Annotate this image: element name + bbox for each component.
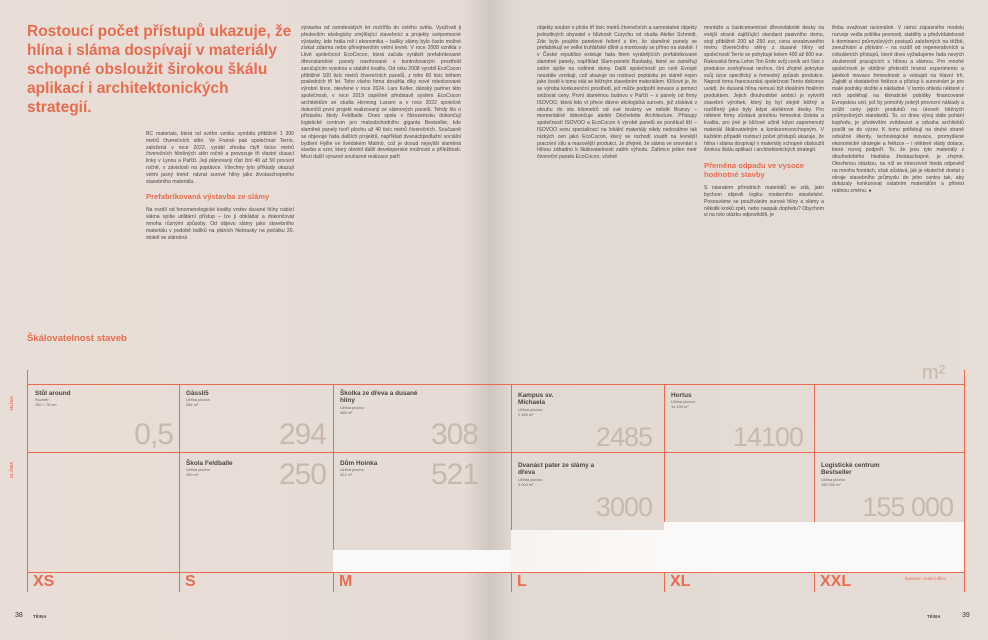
bar-xxl (814, 522, 964, 572)
size-label-xl: XL (670, 573, 691, 590)
project-value: 250 (278, 458, 326, 491)
paragraph: třeba uvažovat racionálně. V rámci zápasného modelu rozvoje vedla politika pevnosti, stability a předvídatelnosti k dominanci průmyslových postupů založených na těžbě, zneužívání a plýtvání – na rozdíl od regenerativních a cirkulárních přístupů, které dnes vyžadujeme řada nových zkušeností pracujících s hlínou a slámou. Pro mnohé společnosti je obtížné překročit hranici experimentu a jakékoli inovace řemeslnosti a vstoupit na hlavní trh. Zajistit si dostatečné řetězce a přístup k surovinám je pro malé podniky složité a nákladné. V tomto ohledu některé z nich spoléhají na klimatické pobídky financované Evropskou unií, jež by pomohly pokrýt provozní náklady a snížit ceny jejich produktů na úroveň běžných průmyslových standardů. To, co dnes vývoj stále pohání kupředu, je především zvědavost a odvaha architektů posílit se do výzev. K tomu potřebují na druhé straně odvážné klienty, technologické inovace, promyšlené ekonomické strategie a řetězce – i některé vlády dotace, které rozvoj podpoří. To, že jsou tyto materiály z dlouhodobého hlediska životaschopné, je zřejmé. Otevřenou otázkou, na níž se intenzivně hledá odpověď na mnoha frontách, však zůstává, jak je skutečně dostat z okraje stavebního průmyslu do jeho centra tak, aby dokázaly konkurovat ostatním materiálům a přinést reálnou změnu. ● (832, 25, 964, 195)
project-area-label: Užitná plocha: (671, 399, 696, 405)
axis-label-hlina: HLÍNA (9, 395, 14, 410)
project-name: Škola Feldballe (186, 460, 233, 467)
headline: Rostoucí počet přístupů ukazuje, že hlína i sláma dospívají v materiály schopné obsloužit širokou škálu aplikací i architektonických strategií. (27, 23, 292, 116)
project-area: 150 × 75 cm (35, 402, 57, 408)
page-number-right: 39 (962, 612, 970, 619)
project-name: Školka ze dřeva a dusané hlíny (340, 390, 418, 405)
project-area-label: Užitná plocha: (186, 397, 211, 403)
project-value: 521 (430, 458, 478, 491)
unit-label: m² (922, 362, 946, 384)
project-area: 3 000 m² (518, 481, 534, 487)
bucket-hortus (671, 392, 803, 452)
paragraph: výstavba od osmdesátých let rozšířila do celého světa. Využívali ji především ekologicky smýšlející stavebníci a projekty svépomocné výstavby, kde hrála roli i ekonomika – balíky slámy bylo často možné získat zdarma nebo přinejmenším velmi levně. V roce 2008 vznikla v Litvě společnost EcoCocon, která začala vyrábět prefabrikované dřevoslaměné panely navrhované s kontrolovaným prostředí zaručujícím vysokou a stabilní kvalitu. Od roku 2008 vyrobil EcoCocon přibližně 100 tisíc metrů čtverečních panelů, z toho 60 tisíc během posledních tří let. Toho všeho firma dosáhla díky nové robotizované výrobní lince, otevřené v roce 2024. Lars Keller, dánský partner této společnosti, v roce 2019 úspěšně představil systém EcoCocon architektům ze studia Henning Larsen a v roce 2022 společně dokončili první projekt realizovaný ze slámových panelů. Tehdy šlo o přístavbu školy Feldballe. Dnes spolu v Nizozemsku dokončují logistické centrum pro maloobchodního giganta Bestseller, kde slaměné panely tvoří plochu až 40 tisíc metrů čtverečních. Současně se objevuje řada dalších projektů, například dvanáctipodlažní sociální bydlení Hyllie ve švédském Malmö, což je dosud nejvyšší slaměná stavba a vzor, který obvinil další developerské možnosti a příležitosti. Mezi další výrazné současné realizace patří (301, 25, 461, 161)
paragraph: Na rozdíl od fenomenologické kvality vrstev dusané hlíny nabízí sláma spíše utilitární přístup – lze ji obkládat a dokončovat mnoha různými způsoby. Od objevu slámy jako stavebního materiálu v podobě balíků na pláních Nebrasky na počátku 20. století se sláměná (146, 207, 294, 241)
project-area: 2 485 m² (518, 411, 534, 417)
project-name: Stůl around (35, 390, 71, 397)
project-area-label: Rozměr: (35, 397, 50, 403)
project-name: Gässli5 (186, 390, 209, 397)
paragraph: montáže a časticementové dřevovláknité desky na vnější straně zajišťující standard pasivního domu, stojí přibližně 200 až 250 eur, cena sezalovaného metru čtverečního stěny z dusané hlíny od společnosti Terrio se pohybuje kolem 400 až 600 eur. Rakouská firma Lehm Ton Erde svůj ceník ani část z produkce zveřejňovat nechce, činí zřejmě pokrytue svůj úzce specifický a řemeslný způsob produkce. Naproti tomu francouzská společnost Terrio dokonce uvádí, že dusaná hlína nemusí být ideálním finálním produktem. Jejich dlouhodobé ambicí je vytvořit stavební výrobek, který by byl stejně běžný a rozšířený jako byly kdysi ateliérové desky. Pro některé firmy zůstává prioritou řemeslná čistota a kvalita, pro jiné je klíčové učinit kdysi zapomenutý materiál škálovatelným a konkurenceschopným. V každém případě rostoucí počet přístupů ukazuje, že hlína i sláma dospívají v materiály schopné obsloužit širokou škálu aplikací i architektonických strategií. (704, 25, 824, 154)
project-name: Logistické centrum Bestseller (821, 462, 880, 477)
text-column-5 (832, 25, 964, 195)
bucket-kampus (518, 392, 652, 452)
bucket-bestseller (821, 462, 953, 524)
bucket-skola-feldballe (186, 460, 326, 500)
size-label-xs: XS (33, 573, 55, 590)
text-column-3 (537, 25, 697, 161)
project-area-label: Užitná plocha: (518, 406, 543, 412)
project-name: Kampus sv. Michaela (518, 392, 554, 407)
divider-s (179, 385, 180, 592)
project-value: 155 000 (862, 492, 953, 522)
project-area-label: Užitná plocha: (340, 404, 365, 410)
project-value: 3000 (595, 492, 652, 522)
infographic-title: Škálovatelnost staveb (27, 333, 127, 344)
project-name: Dům Hoinka (340, 460, 378, 467)
paragraph: S návratem přírodních materiálů se zdá, jako bychom objevili logiku moderního stavitelství. Posouváme se používáním surové hlíny a slámy a několik kroků zpět, nebo naopak dopředu? Obychom si na toto otázku odpověděli, je (704, 185, 824, 219)
project-area-label: Užitná plocha: (518, 476, 543, 482)
project-area: 521 m² (340, 472, 353, 478)
bucket-dvanact-pater (518, 462, 652, 524)
project-value: 308 (430, 418, 478, 451)
illustration-credit: Ilustrace: vedení dílnu (905, 576, 946, 581)
size-label-s: S (185, 573, 196, 590)
project-value: 14100 (732, 422, 803, 452)
bucket-dum-hoinka (340, 460, 478, 500)
divider-right (964, 370, 965, 592)
project-area: 155 000 m² (821, 481, 841, 487)
project-name: Hortus (671, 392, 692, 399)
size-label-xxl: XXL (820, 573, 852, 590)
text-column-2 (301, 25, 461, 161)
bucket-gassli5 (186, 390, 326, 452)
project-area: 14 100 m² (671, 404, 689, 410)
bar-m (333, 550, 511, 572)
project-name: Dvanáct pater ze slámy a dřeva (518, 462, 595, 477)
size-label-l: L (517, 573, 527, 590)
paragraph: BC materials, která od svého vzniku vyrobila přibližně 1 300 metrů čtverečních stěn. Ve Francii pak společnost Terrio, založená v roce 2022, vyrábí zhruba čtyři tisíce metrů čtverečních hliněných stěn ročně a provozuje tři vlastní dusací linky v Lyonu a Paříži. Její plánovaný růst činí 40 až 50 procent ročně, v závislosti na poptávce. Všechny tyto příklady ukazují velmi jasný trend: návrat surové hlíny jako životaschopného stavebního materiálu. (146, 131, 294, 185)
project-value: 2485 (595, 422, 652, 452)
text-column-4 (704, 25, 824, 219)
project-area: 250 m² (186, 472, 199, 478)
top-rule (27, 384, 965, 385)
page-number-left: 38 (15, 612, 23, 619)
project-value: 294 (278, 418, 326, 451)
project-area: 264 m² (186, 402, 199, 408)
text-column-1 (146, 131, 294, 241)
project-value: 0,5 (134, 418, 173, 451)
paragraph: objekty soubor o ploše tří tisíc metrů čtverečních a samostatné objekty jednotlivých obyvatel v blízkosti Curychu od studia Atelier Schmidt. Zde bylo použito panelové řešení s tím, že slaměné panely se prefabrikují ve velké truhlářské dílně a montovaly se přímo na stavbě. I v České republice existuje řada firem vyrábějících prefabrikované slaměné panely, například Slam-panelo Baobaby, které se zaměřují zatím spíše na rodinné domy. Další společností po celé Evropě neustále vznikají, což ukazuje na rostoucí poptávku po slámě nejen jako čestě k tomu stát se běžným stavebním materiálem. Klíčové je, že se výroba konkurenční prostředí, jež může podpořit inovace a pomoci snižovat ceny. První slaměnou budovu v Paříži – s panely od firmy ISOVOO, která kdo ví přece dávno ekologická surovin, jež získává v okruhu do sta kilometrů od své továrny ve městě Branzy – momentálně dokončuje ateliér Déchelette Architecture. Přístupy společností ISOVOO a EcoCocon k výrobě panelů se poněkud liší – ISOVOO svou specializací na lokální materiály nikdy nedosáhne tak nízkých cen jako EcoCocon, který se rozhodl vsadit na levnější pracovní sílu a masovější produkci. Je zřejmé, že sláma ve srovnání s hlínou záhadno k škálovatelnosti zatím výhodu. Zatímco jeden metr čtvereční panelu EcoCocon, včetně (537, 25, 697, 161)
project-area-label: Užitná plocha: (821, 476, 846, 482)
project-area: 308 m² (340, 409, 353, 415)
middle-rule (27, 452, 965, 453)
section-label-right: TÉMA (927, 614, 941, 619)
divider-xs (27, 370, 28, 592)
bucket-skolka (340, 390, 478, 452)
bar-l (511, 530, 664, 572)
project-area-label: Užitná plocha: (340, 467, 365, 473)
size-label-m: M (339, 573, 353, 590)
axis-label-slama: SLÁMA (9, 461, 14, 478)
section-heading: Přeměna odpadu ve vysoce hodnotné stavby (704, 161, 805, 180)
project-area-label: Užitná plocha: (186, 467, 211, 473)
bar-xl (664, 522, 814, 572)
bucket-stul-around (35, 390, 173, 452)
section-heading: Prefabrikovaná výstavba ze slámy (146, 192, 270, 202)
section-label-left: TÉMA (33, 614, 47, 619)
